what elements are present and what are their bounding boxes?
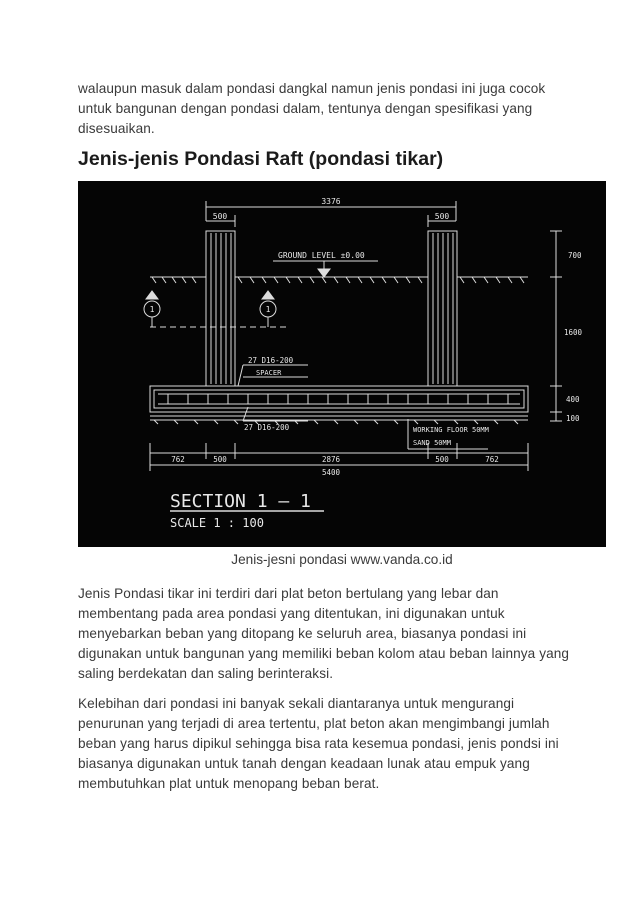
section-heading: Jenis-jenis Pondasi Raft (pondasi tikar)	[78, 148, 444, 170]
scale-label: SCALE 1 : 100	[170, 516, 264, 530]
dim-total-top: 3376	[321, 197, 341, 206]
intro-paragraph: walaupun masuk dalam pondasi dangkal namun jenis pondasi ini juga cocok untuk bangunan dengan pondasi dalam, tentunya dengan spesifikasi yang disesuaikan.	[78, 81, 546, 136]
dim-right-3: 400	[566, 395, 580, 404]
spacer-label: SPACER	[256, 369, 282, 377]
dim-bottom-2: 500	[213, 455, 227, 464]
dim-bottom-total: 5400	[321, 468, 341, 477]
dim-right-2: 1600	[564, 328, 583, 337]
figure-caption: Jenis-jesni pondasi www.vanda.co.id	[231, 552, 453, 567]
dim-bottom-5: 762	[485, 455, 499, 464]
cad-drawing	[78, 181, 606, 547]
sand-label: SAND 50MM	[413, 439, 451, 447]
foundation-section-drawing	[78, 181, 606, 547]
dim-right-1: 700	[568, 251, 582, 260]
dim-bottom-1: 762	[171, 455, 185, 464]
body-paragraph-2: Kelebihan dari pondasi ini banyak sekali diantaranya untuk mengurangi penurunan yang terjadi di area tertentu, plat beton akan mengimbangi jumlah beban yang harus dipikul sehingga bisa rata kesemua pondasi, jenis pondsi ini biasanya digunakan untuk tanah dengan keadaan lunak atau empuk yang membutuhkan plat untuk menopang beban berat.	[78, 696, 559, 791]
dim-right-4: 100	[566, 414, 580, 423]
section-title: SECTION 1 — 1	[170, 491, 311, 512]
body-paragraph-1: Jenis Pondasi tikar ini terdiri dari plat beton bertulang yang lebar dan membentang pada area pondasi yang ditentukan, ini digunakan untuk menyebarkan beban yang ditopang ke seluruh area, biasanya pondasi ini digunakan untuk bangunan yang memiliki beban kolom atau beban lainnya yang saling berdekatan dan saling berinteraksi.	[78, 586, 570, 681]
rebar-bottom-label: 27 D16-200	[244, 423, 290, 432]
rebar-top-label: 27 D16-200	[248, 356, 294, 365]
section-marker-right: 1	[265, 305, 271, 314]
dim-col-right: 500	[434, 212, 450, 221]
working-floor-label: WORKING FLOOR 50MM	[413, 426, 489, 434]
dim-bottom-4: 500	[435, 455, 449, 464]
ground-level-label: GROUND LEVEL ±0.00	[278, 251, 365, 260]
dim-col-left: 500	[212, 212, 228, 221]
section-marker-left: 1	[149, 305, 155, 314]
dim-bottom-3: 2876	[321, 455, 341, 464]
